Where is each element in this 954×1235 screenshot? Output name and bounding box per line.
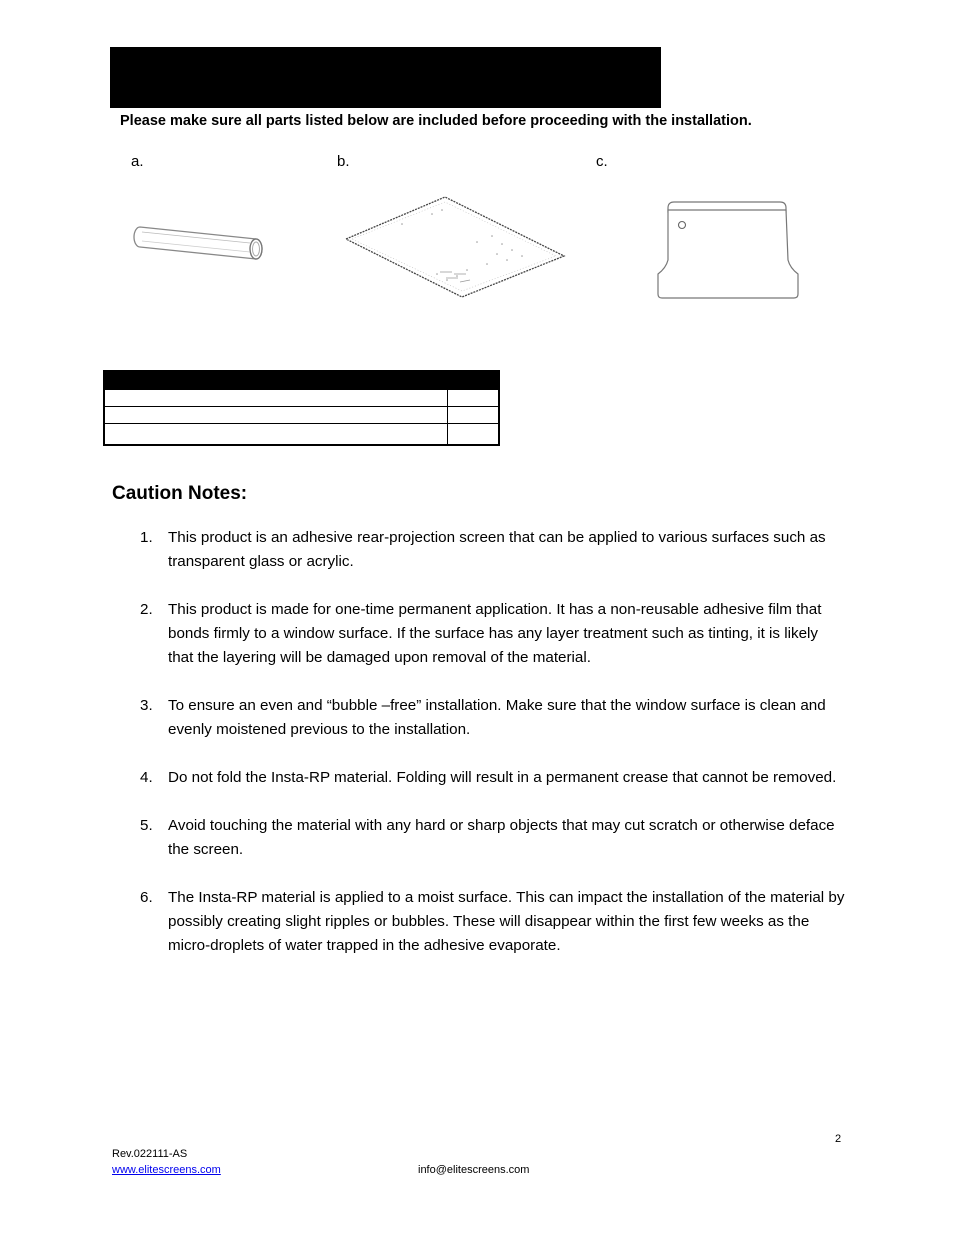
note-text: Avoid touching the material with any hard or sharp objects that may cut scratch or otherwise deface the screen.: [168, 817, 835, 858]
note-text: This product is an adhesive rear-projection screen that can be applied to various surfaces such as transparent glass or acrylic.: [168, 529, 826, 570]
caution-note-item: [140, 814, 845, 862]
website-link[interactable]: www.elitescreens.com: [112, 1164, 221, 1176]
note-number: 2.: [140, 601, 153, 618]
note-text: This product is made for one-time permanent application. It has a non-reusable adhesive film that bonds firmly to a window surface. If the surface has any layer treatment such as tinting, it is likely that the layering will be damaged upon removal of the material.: [168, 601, 822, 666]
note-text: To ensure an even and “bubble –free” installation. Make sure that the window surface is clean and evenly moistened previous to the installation.: [168, 697, 826, 738]
tube-illustration: [132, 222, 266, 262]
note-number: 4.: [140, 769, 153, 786]
note-number: 1.: [140, 529, 153, 546]
caution-note-item: [140, 526, 845, 574]
film-sheet-illustration: [342, 194, 568, 300]
part-qty-cell: [448, 390, 500, 407]
caution-note-item: [140, 598, 845, 670]
caution-notes-list: [140, 526, 845, 982]
contact-email: info@elitescreens.com: [418, 1164, 530, 1176]
page-number: 2: [835, 1133, 842, 1145]
part-qty-cell: [448, 424, 500, 446]
table-row: [104, 407, 499, 424]
parts-check-instruction: Please make sure all parts listed below are included before proceeding with the installation.: [120, 113, 752, 129]
note-number: 5.: [140, 817, 153, 834]
table-header-row: [104, 371, 499, 390]
caution-note-item: [140, 886, 845, 958]
part-name-cell: [104, 390, 448, 407]
part-name-cell: [104, 407, 448, 424]
caution-notes-heading: Caution Notes:: [112, 483, 248, 504]
part-label-a: a.: [131, 153, 144, 170]
part-label-c: c.: [596, 153, 608, 170]
revision-code: Rev.022111-AS: [112, 1148, 188, 1160]
table-row: [104, 424, 499, 446]
header-black-bar: [110, 47, 661, 108]
part-qty-cell: [448, 407, 500, 424]
caution-note-item: [140, 694, 845, 742]
note-text: Do not fold the Insta-RP material. Folding will result in a permanent crease that cannot be removed.: [168, 769, 837, 786]
part-label-b: b.: [337, 153, 350, 170]
parts-list-table: [103, 370, 500, 446]
note-text: The Insta-RP material is applied to a moist surface. This can impact the installation of the material by possibly creating slight ripples or bubbles. These will disappear within the first few weeks as the micro-droplets of water trapped in the adhesive evaporate.: [168, 889, 845, 954]
caution-note-item: [140, 766, 845, 790]
table-row: [104, 390, 499, 407]
note-number: 3.: [140, 697, 153, 714]
note-number: 6.: [140, 889, 153, 906]
squeegee-illustration: [654, 198, 802, 302]
part-name-cell: [104, 424, 448, 446]
